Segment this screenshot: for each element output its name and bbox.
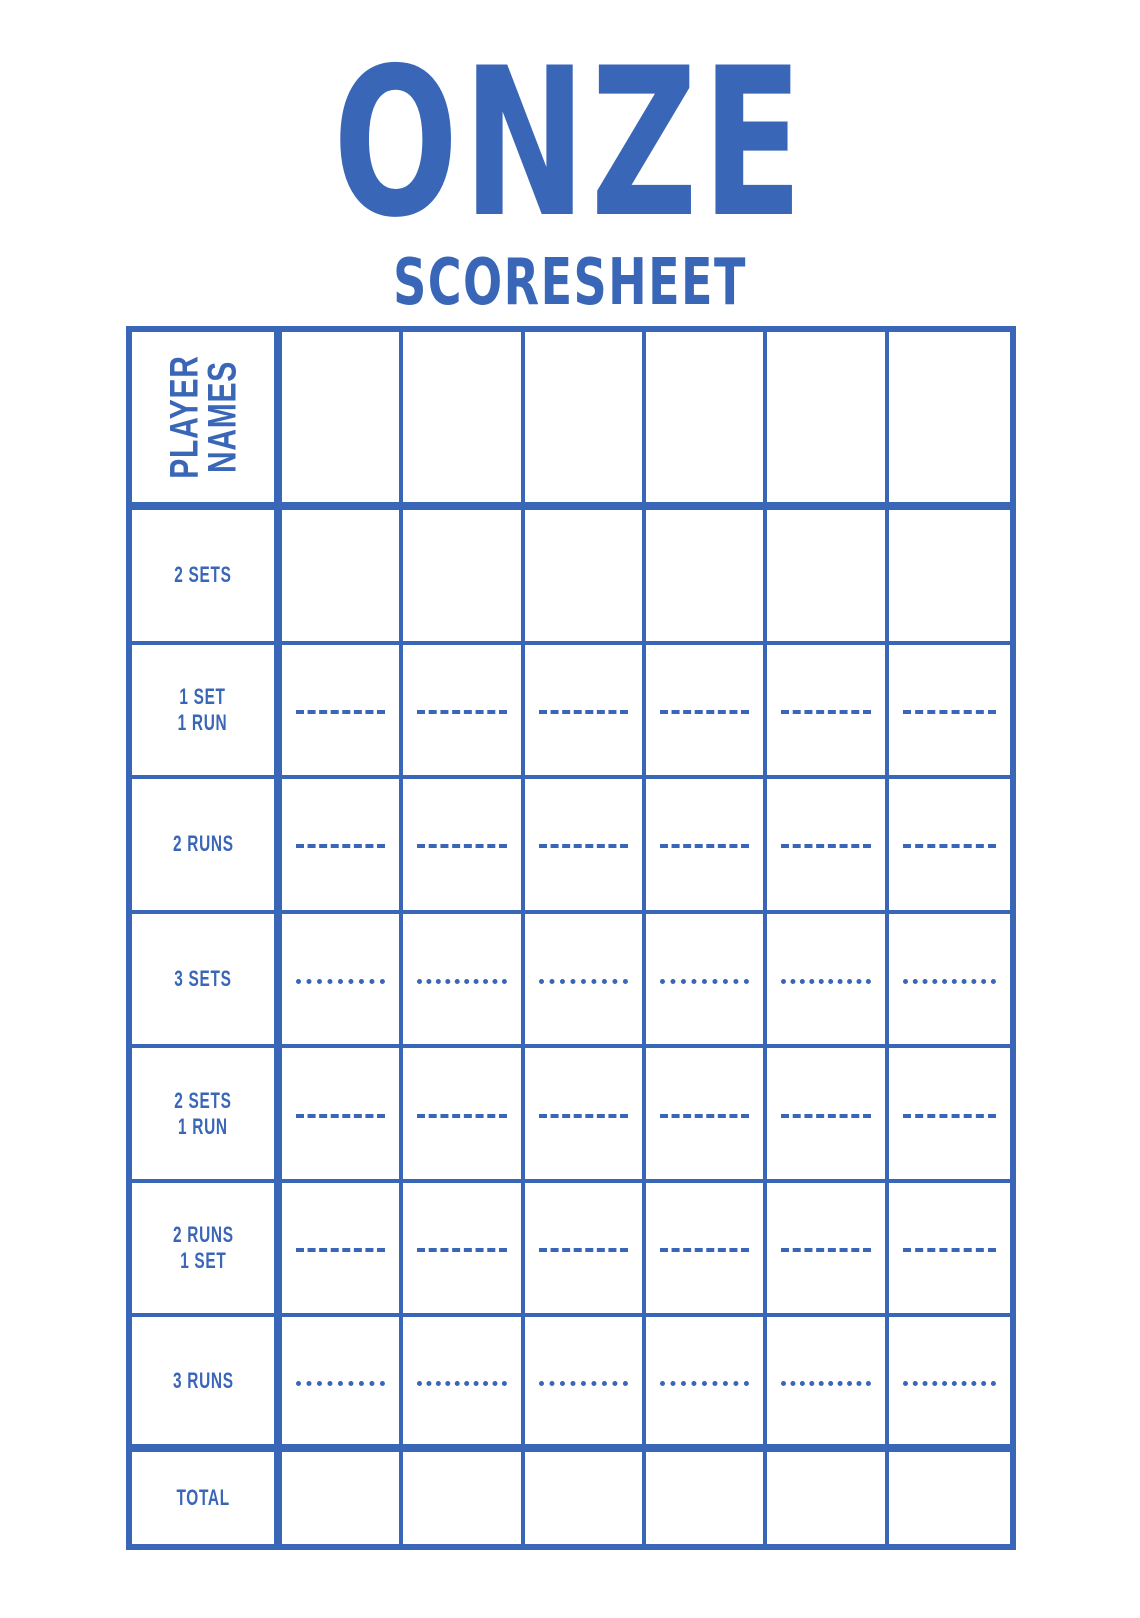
- total-cell[interactable]: [525, 1452, 646, 1544]
- score-cell[interactable]: [525, 1183, 646, 1318]
- total-cell[interactable]: [282, 1452, 403, 1544]
- score-cell[interactable]: [646, 1183, 767, 1318]
- score-cell[interactable]: [403, 1317, 524, 1452]
- score-cell[interactable]: [525, 1317, 646, 1452]
- score-cell[interactable]: [646, 1317, 767, 1452]
- score-cell[interactable]: [767, 779, 888, 914]
- player-name-cell[interactable]: [767, 332, 888, 510]
- score-cell[interactable]: [282, 1183, 403, 1318]
- total-cell[interactable]: [767, 1452, 888, 1544]
- score-cell[interactable]: [282, 779, 403, 914]
- round-label: [132, 510, 282, 645]
- round-label: [132, 914, 282, 1049]
- score-cell[interactable]: [282, 645, 403, 780]
- round-label: [132, 645, 282, 780]
- total-cell[interactable]: [889, 1452, 1010, 1544]
- score-cell[interactable]: [767, 914, 888, 1049]
- score-cell[interactable]: [767, 510, 888, 645]
- row-label-text: 3 RUNS: [172, 1367, 234, 1393]
- row-label-text: 2 RUNS: [172, 831, 234, 857]
- score-cell[interactable]: [646, 914, 767, 1049]
- scoresheet-subtitle: SCORESHEET: [393, 246, 747, 320]
- score-grid: [132, 332, 1010, 1544]
- score-cell[interactable]: [403, 1048, 524, 1183]
- row-label-text: 2 SETS: [174, 562, 232, 588]
- score-cell[interactable]: [525, 779, 646, 914]
- score-cell[interactable]: [525, 645, 646, 780]
- row-label-text: TOTAL: [176, 1484, 230, 1510]
- score-cell[interactable]: [525, 1048, 646, 1183]
- score-cell[interactable]: [767, 1048, 888, 1183]
- score-cell[interactable]: [282, 1048, 403, 1183]
- row-label-text: 2 RUNS 1 SET: [172, 1222, 234, 1274]
- score-cell[interactable]: [403, 645, 524, 780]
- score-cell[interactable]: [403, 914, 524, 1049]
- score-cell[interactable]: [646, 779, 767, 914]
- row-label-text: 3 SETS: [174, 965, 232, 991]
- round-label: [132, 1183, 282, 1318]
- score-cell[interactable]: [889, 1183, 1010, 1318]
- round-label: [132, 779, 282, 914]
- score-cell[interactable]: [889, 779, 1010, 914]
- score-cell[interactable]: [525, 914, 646, 1049]
- score-cell[interactable]: [646, 510, 767, 645]
- score-cell[interactable]: [403, 779, 524, 914]
- round-label: [132, 1317, 282, 1452]
- player-name-cell[interactable]: [282, 332, 403, 510]
- score-cell[interactable]: [767, 645, 888, 780]
- score-table: [126, 326, 1016, 1550]
- row-label-text: 1 SET 1 RUN: [178, 683, 228, 735]
- total-cell[interactable]: [403, 1452, 524, 1544]
- score-cell[interactable]: [525, 510, 646, 645]
- score-cell[interactable]: [403, 510, 524, 645]
- score-cell[interactable]: [889, 914, 1010, 1049]
- round-label: [132, 1048, 282, 1183]
- score-cell[interactable]: [767, 1317, 888, 1452]
- score-cell[interactable]: [403, 1183, 524, 1318]
- score-cell[interactable]: [282, 1317, 403, 1452]
- score-cell[interactable]: [889, 1317, 1010, 1452]
- player-name-cell[interactable]: [889, 332, 1010, 510]
- total-label: [132, 1452, 282, 1544]
- player-name-cell[interactable]: [403, 332, 524, 510]
- row-label-text: 2 SETS 1 RUN: [174, 1087, 232, 1139]
- player-name-cell[interactable]: [525, 332, 646, 510]
- player-names-header: [132, 332, 282, 510]
- score-cell[interactable]: [889, 1048, 1010, 1183]
- score-cell[interactable]: [282, 510, 403, 645]
- row-label-text: PLAYER NAMES: [162, 355, 245, 479]
- player-name-cell[interactable]: [646, 332, 767, 510]
- total-cell[interactable]: [646, 1452, 767, 1544]
- score-cell[interactable]: [646, 645, 767, 780]
- score-cell[interactable]: [646, 1048, 767, 1183]
- scoresheet-title: ONZE: [332, 25, 808, 263]
- score-cell[interactable]: [889, 645, 1010, 780]
- score-cell[interactable]: [767, 1183, 888, 1318]
- score-cell[interactable]: [889, 510, 1010, 645]
- score-cell[interactable]: [282, 914, 403, 1049]
